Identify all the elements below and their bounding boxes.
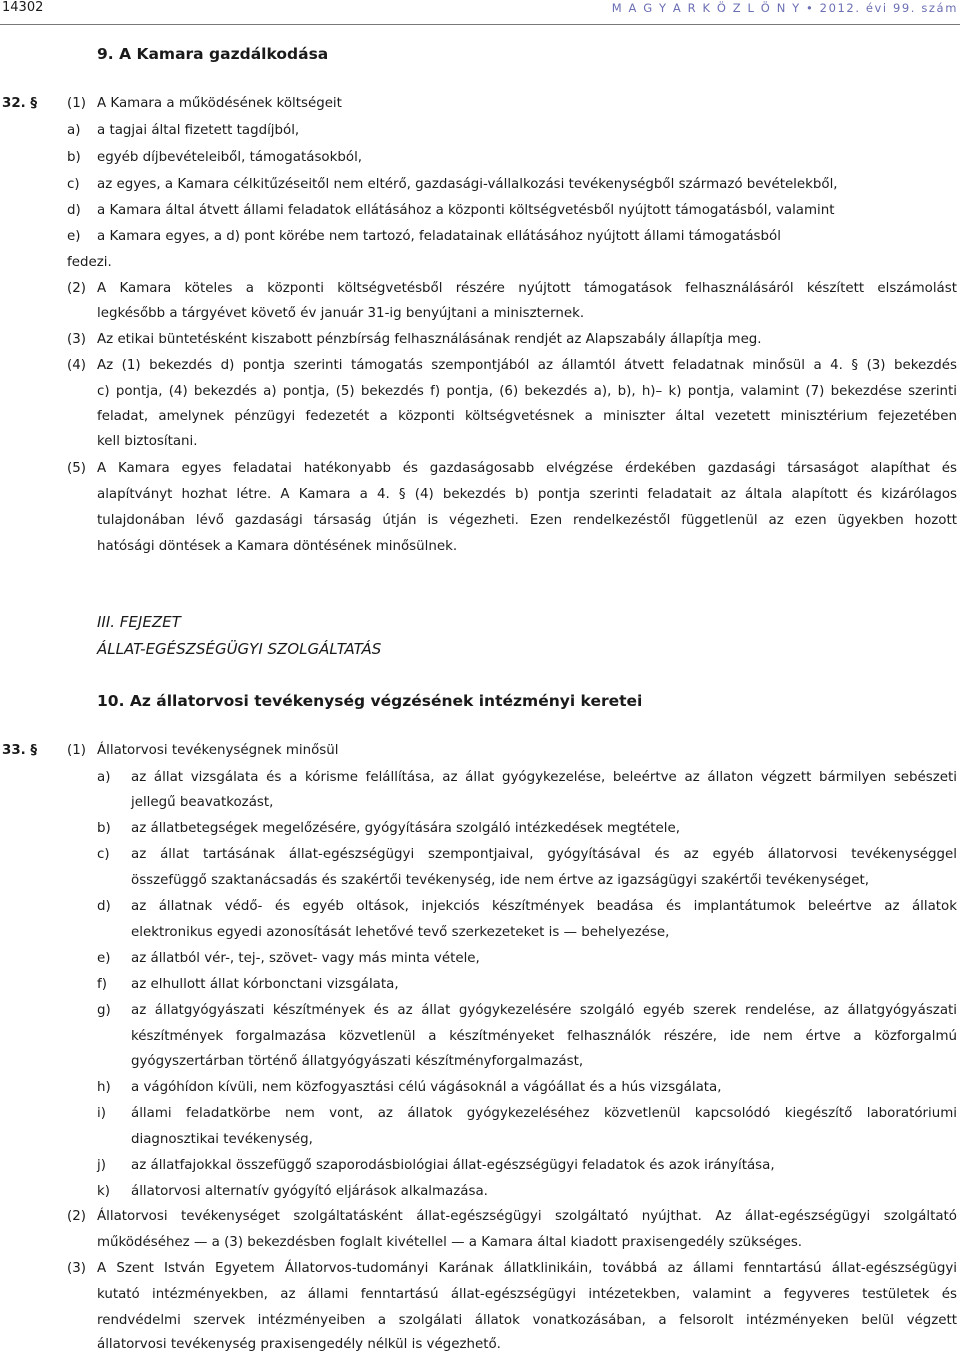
point-text: az állat tartásának állat-egészségügyi szempontjaival, gyógyításával és az egyéb állatorvosi tevékenységgel [131,847,957,862]
paragraph-text: Az (1) bekezdés d) pontja szerinti támogatás szempontjából az államtól átvett feladatnak minősül a 4. § (3) bekezdés [97,358,957,373]
paragraph-label: (5) [67,461,86,476]
point-text: a Kamara egyes, a d) pont körébe nem tartozó, feladatainak ellátásához nyújtott állami támogatásból [97,229,781,244]
point-text: egyéb díjbevételeiből, támogatásokból, [97,150,363,165]
point-label: e) [97,951,111,966]
paragraph-text: feladat, amelynek pénzügyi fedezetét a központi költségvetésnek a miniszter által vezetett minisztérium fejezetében [97,409,957,424]
point-text: elektronikus egyedi azonosítását lehetővé tevő szerkezeteket is — behelyezése, [131,925,670,940]
paragraph-text: fedezi. [67,255,112,270]
point-text: a Kamara által átvett állami feladatok ellátásához a központi költségvetésből nyújtott támogatásból, valamint [97,203,835,218]
point-label: c) [97,847,110,862]
point-label: b) [67,150,81,165]
paragraph-text: kell biztosítani. [97,434,198,449]
paragraph-text: A Kamara egyes feladatai hatékonyabb és gazdaságosabb elvégzése érdekében gazdasági társaságot alapíthat és [97,461,957,476]
point-text: diagnosztikai tevékenység, [131,1132,313,1147]
chapter-title: ÁLLAT-EGÉSZSÉGÜGYI SZOLGÁLTATÁS [97,640,382,658]
paragraph-text: tulajdonában lévő gazdasági társaság útján is végezheti. Ezen rendelkezéstől függetlenül az ezen ügyekben hozott [97,513,957,528]
paragraph-text: A Kamara köteles a központi költségvetésből részére nyújtott támogatások felhasználásáról készített elszámolást [97,281,957,296]
point-text: a vágóhídon kívüli, nem közfogyasztási célú vágásoknál a vágóállat és a hús vizsgálata, [131,1080,722,1095]
point-label: a) [67,123,81,138]
paragraph-text: c) pontja, (4) bekezdés a) pontja, (5) bekezdés f) pontja, (6) bekezdés a), b), h)– k) pontja, valamint (7) bekezdése szerinti [97,384,957,399]
paragraph-text: A Szent István Egyetem Állatorvos-tudományi Karának állatklinikáin, továbbá az állami fenntartású állat-egészségügyi [97,1261,957,1276]
point-label: k) [97,1184,110,1199]
section-number: 32. § [2,96,38,111]
section-title: 10. Az állatorvosi tevékenység végzésének intézményi keretei [97,692,643,710]
paragraph-label: (3) [67,1261,86,1276]
point-text: az állatnak védő- és egyéb oltások, injekciós készítmények beadása és implantátumok beleértve az állatok [131,899,957,914]
point-label: d) [97,899,111,914]
point-label: i) [97,1106,106,1121]
point-text: az állatfajokkal összefüggő szaporodásbiológiai állat-egészségügyi feladatok és azok irányítása, [131,1158,775,1173]
point-label: b) [97,821,111,836]
point-text: az állatból vér-, tej-, szövet- vagy más minta vétele, [131,951,480,966]
point-text: az egyes, a Kamara célkitűzéseitől nem eltérő, gazdasági-vállalkozási tevékenységből származó bevételekből, [97,177,838,192]
point-label: h) [97,1080,111,1095]
paragraph-text: alapítványt hozhat létre. A Kamara a 4. § (4) bekezdés b) pontja szerinti feladatait az általa alapított és kizárólagos [97,487,957,502]
point-text: összefüggő szaktanácsadás és szakértői tevékenység, ide nem értve az igazságügyi szakértői tevékenységet, [131,873,869,888]
paragraph-text: Állatorvosi tevékenységnek minősül [97,743,339,758]
paragraph-text: kutató intézményekben, az állami fenntartású állat-egészségügyi intézetekben, valamint a fegyveres testületek és [97,1287,957,1302]
point-label: d) [67,203,81,218]
paragraph-text: hatósági döntések a Kamara döntésének minősülnek. [97,539,458,554]
point-label: j) [97,1158,106,1173]
paragraph-label: (4) [67,358,86,373]
paragraph-label: (1) [67,96,86,111]
point-label: e) [67,229,81,244]
journal-title: M A G Y A R K Ö Z L Ö N Y • 2012. évi 99. szám [611,1,958,15]
paragraph-text: A Kamara a működésének költségeit [97,96,342,111]
point-text: a tagjai által fizetett tagdíjból, [97,123,300,138]
point-text: gyógyszertárban történő állatgyógyászati készítményforgalmazást, [131,1054,584,1069]
point-text: készítmények forgalmazása közvetlenül a készítményeket felhasználók részére, ide nem értve a közforgalmú [131,1029,957,1044]
chapter-number: III. FEJEZET [97,613,181,631]
point-text: jellegű beavatkozást, [131,795,274,810]
paragraph-label: (2) [67,281,86,296]
paragraph-text: működéséhez — a (3) bekezdésben foglalt kivétellel — a Kamara által kiadott praxisengedély szükséges. [97,1235,803,1250]
paragraph-label: (3) [67,332,86,347]
point-text: állatorvosi alternatív gyógyító eljárások alkalmazása. [131,1184,488,1199]
paragraph-text: rendvédelmi szervek intézményeiben a szolgálati állatok vonatkozásában, a felsorolt intézményeken belül végzett [97,1313,957,1328]
paragraph-label: (2) [67,1209,86,1224]
paragraph-text: legkésőbb a tárgyévet követő év január 31-ig benyújtani a miniszternek. [97,306,585,321]
section-number: 33. § [2,743,38,758]
point-label: c) [67,177,80,192]
page-header [0,0,960,24]
point-text: állami feladatkörbe nem vont, az állatok gyógykezeléséhez közvetlenül kapcsolódó kiegészítő laboratóriumi [131,1106,957,1121]
header-rule [0,24,960,25]
page-number: 14302 [2,0,44,15]
paragraph-text: állatorvosi tevékenység praxisengedély nélkül is végezhető. [97,1337,501,1352]
point-label: f) [97,977,107,992]
paragraph-label: (1) [67,743,86,758]
point-text: az állatbetegségek megelőzésére, gyógyítására szolgáló intézkedések megtétele, [131,821,681,836]
point-label: a) [97,770,111,785]
point-label: g) [97,1003,111,1018]
point-text: az állat vizsgálata és a kórisme felállítása, az állat gyógykezelése, beleértve az állaton végzett bármilyen sebészeti [131,770,957,785]
paragraph-text: Az etikai büntetésként kiszabott pénzbírság felhasználásának rendjét az Alapszabály állapítja meg. [97,332,762,347]
point-text: az elhullott állat kórbonctani vizsgálata, [131,977,399,992]
paragraph-text: Állatorvosi tevékenységet szolgáltatásként állat-egészségügyi szolgáltató nyújthat. Az állat-egészségügyi szolgáltató [97,1209,957,1224]
section-title: 9. A Kamara gazdálkodása [97,45,329,63]
point-text: az állatgyógyászati készítmények és az állat gyógykezelésére szolgáló egyéb szerek rendelése, az állatgyógyászati [131,1003,957,1018]
